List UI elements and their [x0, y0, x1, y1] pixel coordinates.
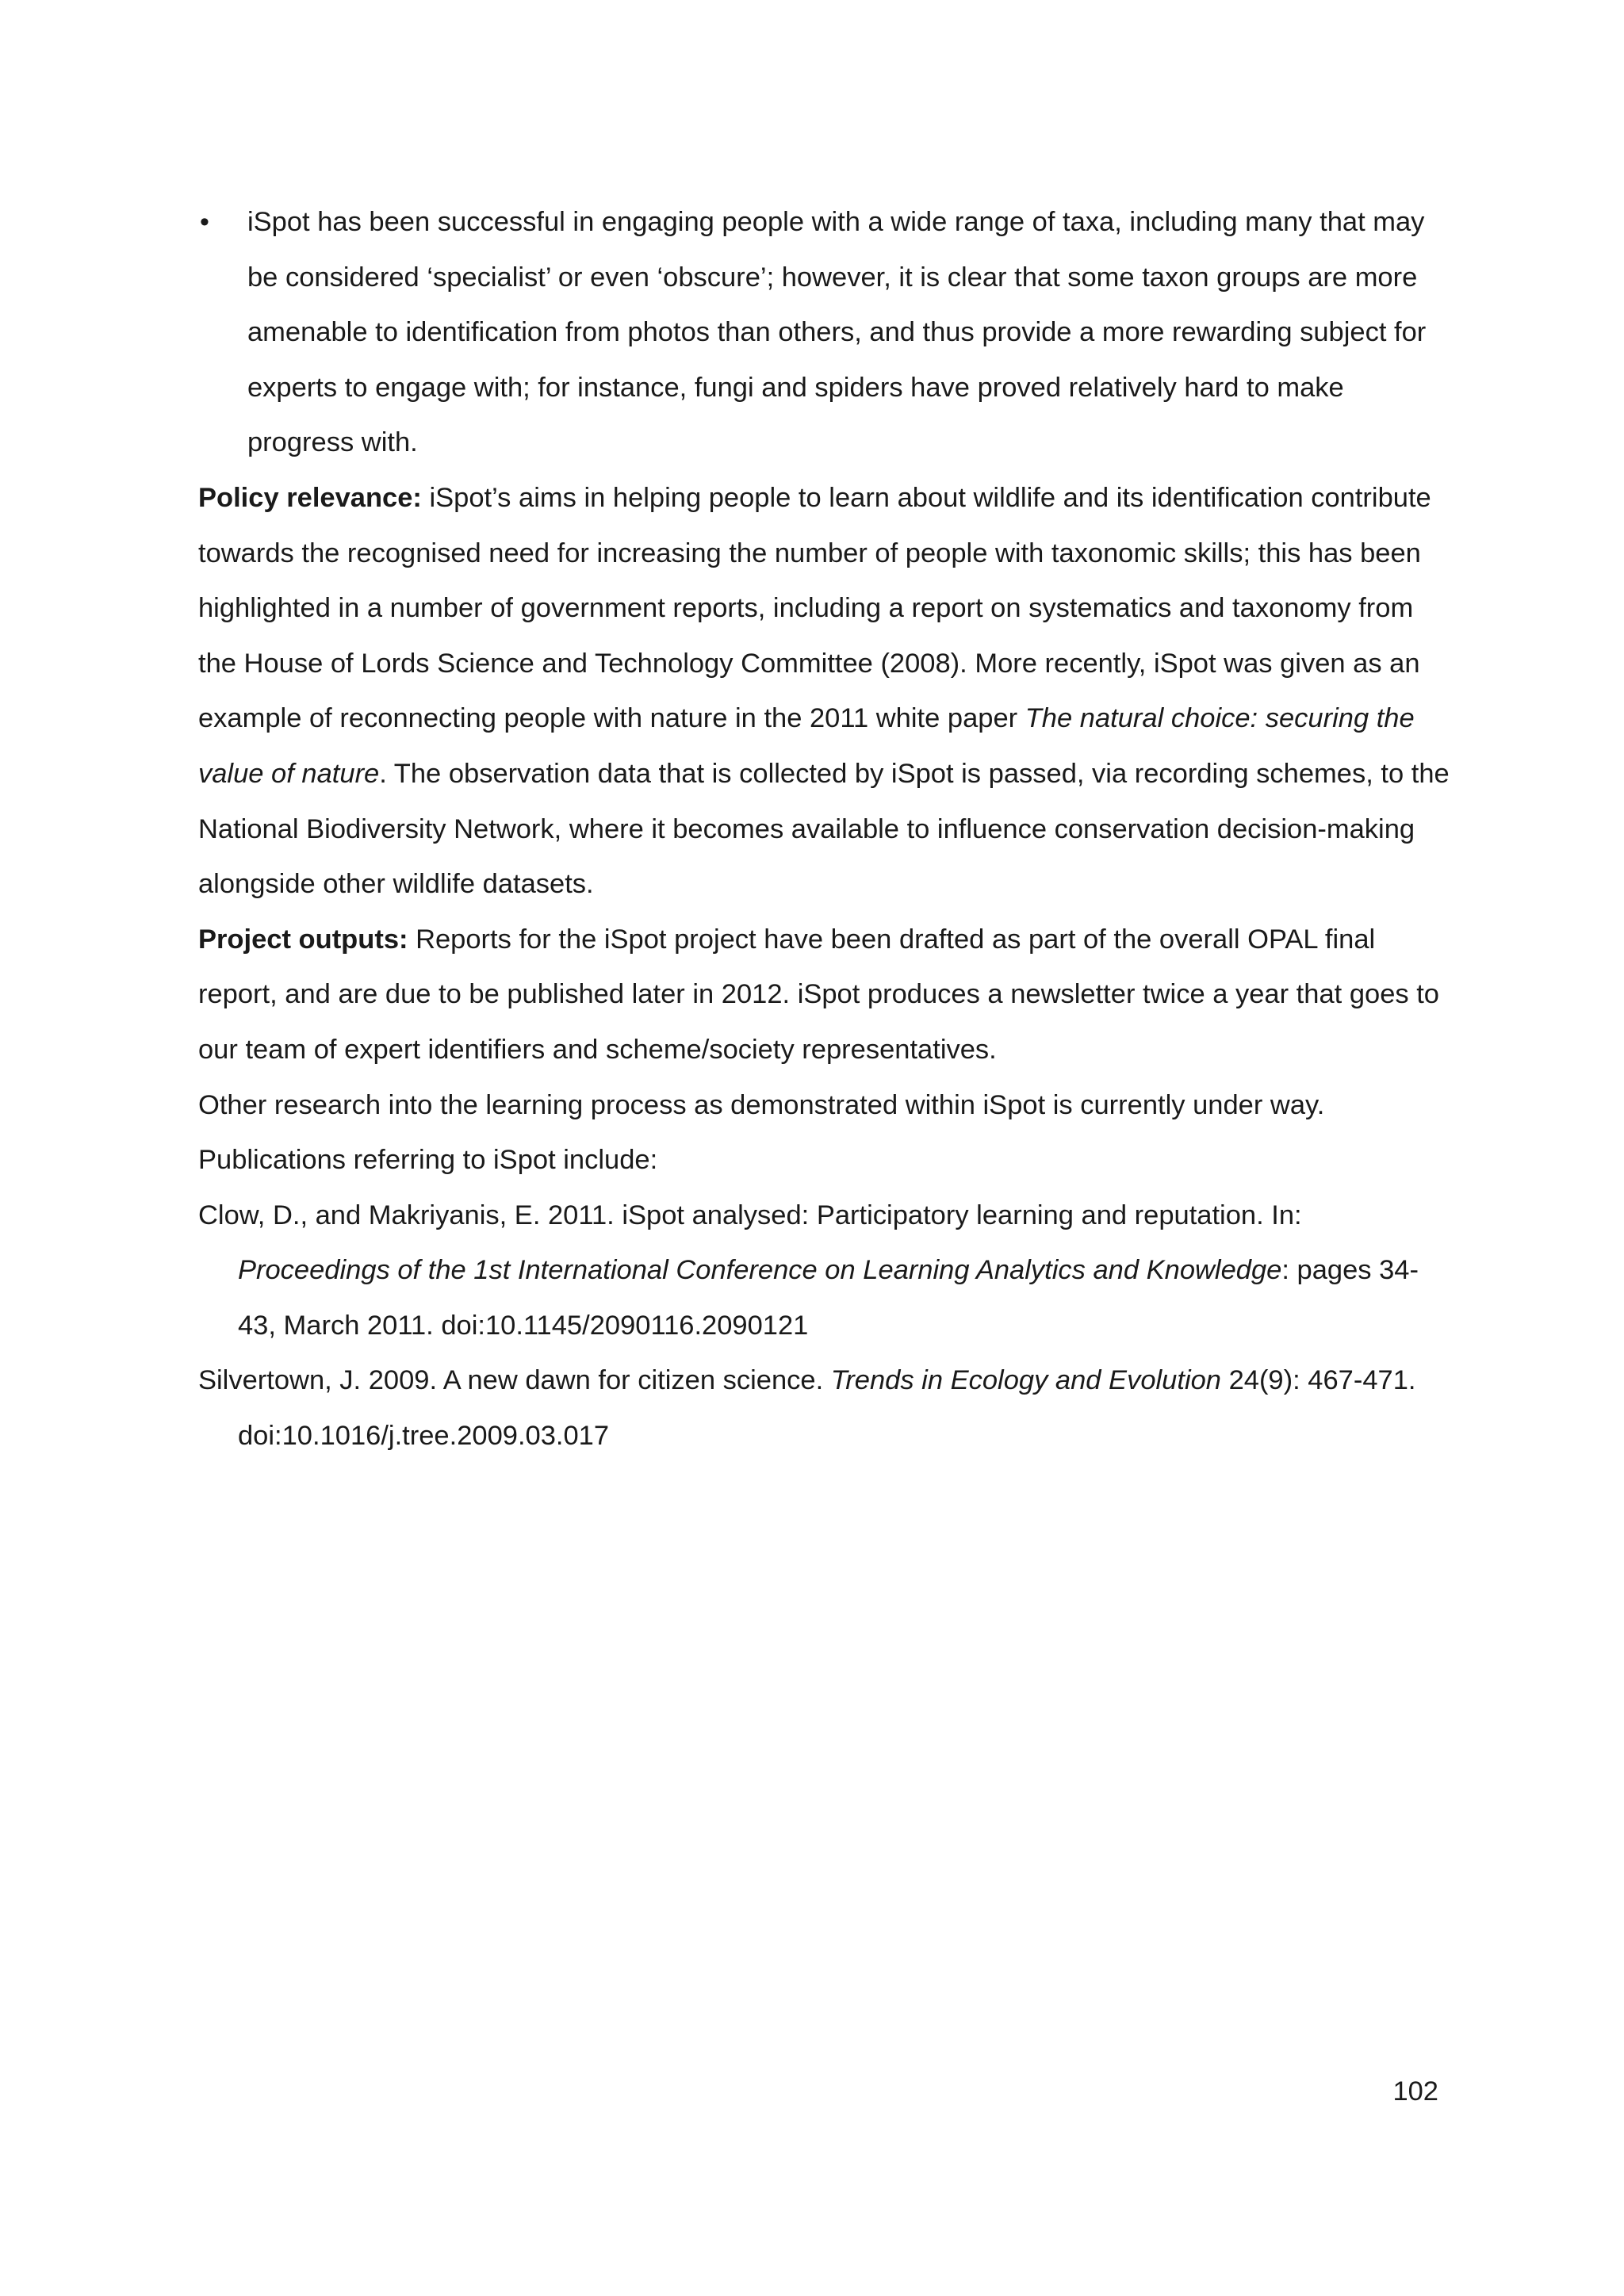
other-research-paragraph: Other research into the learning process as demonstrated within iSpot is currently under way. — [198, 1089, 1325, 1120]
reference-source-title: Trends in Ecology and Evolution — [830, 1365, 1221, 1396]
bullet-icon: • — [200, 207, 209, 237]
reference-details: 24(9): 467-471. doi:10.1016/j.tree.2009.03.017 — [238, 1365, 1416, 1452]
policy-relevance-heading: Policy relevance: — [198, 482, 422, 513]
reference-source-title: Proceedings of the 1st International Conference on Learning Analytics and Knowledge — [238, 1255, 1282, 1286]
project-outputs-text: Reports for the iSpot project have been drafted as part of the overall OPAL final report, and are due to be published later in 2012. iSpot produces a newsletter twice a year that goes to our team of expert identifiers and scheme/society representatives. — [198, 924, 1439, 1065]
reference-text: Clow, D., and Makriyanis, E. 2011. iSpot analysed: Participatory learning and reputation. In: — [198, 1200, 1302, 1230]
page-number: 102 — [1392, 2076, 1438, 2107]
policy-text-part2: . The observation data that is collected by iSpot is passed, via recording schemes, to the National Biodiversity Network, where it becomes available to influence conservation decision-making alongside other wildlife datasets. — [198, 758, 1450, 900]
policy-relevance-paragraph — [198, 471, 1451, 913]
project-outputs-heading: Project outputs: — [198, 924, 408, 955]
reference-item — [198, 1353, 1451, 1464]
bullet-text: iSpot has been successful in engaging people with a wide range of taxa, including many that may be considered ‘specialist’ or even ‘obscure’; however, it is clear that some taxon groups are more amenable to identification from photos than others, and thus provide a more rewarding subject for experts to engage with; for instance, fungi and spiders have proved relatively hard to make progress with. — [247, 207, 1427, 458]
page-content — [198, 195, 1451, 1464]
policy-text-part1: iSpot’s aims in helping people to learn about wildlife and its identification contribute towards the recognised need for increasing the number of people with taxonomic skills; this has been highlighted in a number of government reports, including a report on systematics and taxonomy from the House of Lords Science and Technology Committee (2008). More recently, iSpot was given as an example of reconnecting people with nature in the 2011 white paper — [198, 482, 1431, 734]
white-paper-title: The natural choice: securing the value of nature — [198, 703, 1415, 789]
reference-text: Silvertown, J. 2009. A new dawn for citizen science. — [198, 1365, 831, 1396]
bullet-item — [198, 195, 1451, 471]
publications-intro: Publications referring to iSpot include: — [198, 1145, 658, 1176]
project-outputs-paragraph — [198, 913, 1451, 1078]
reference-item — [198, 1188, 1451, 1354]
reference-details: : pages 34-43, March 2011. doi:10.1145/2090116.2090121 — [238, 1255, 1419, 1341]
